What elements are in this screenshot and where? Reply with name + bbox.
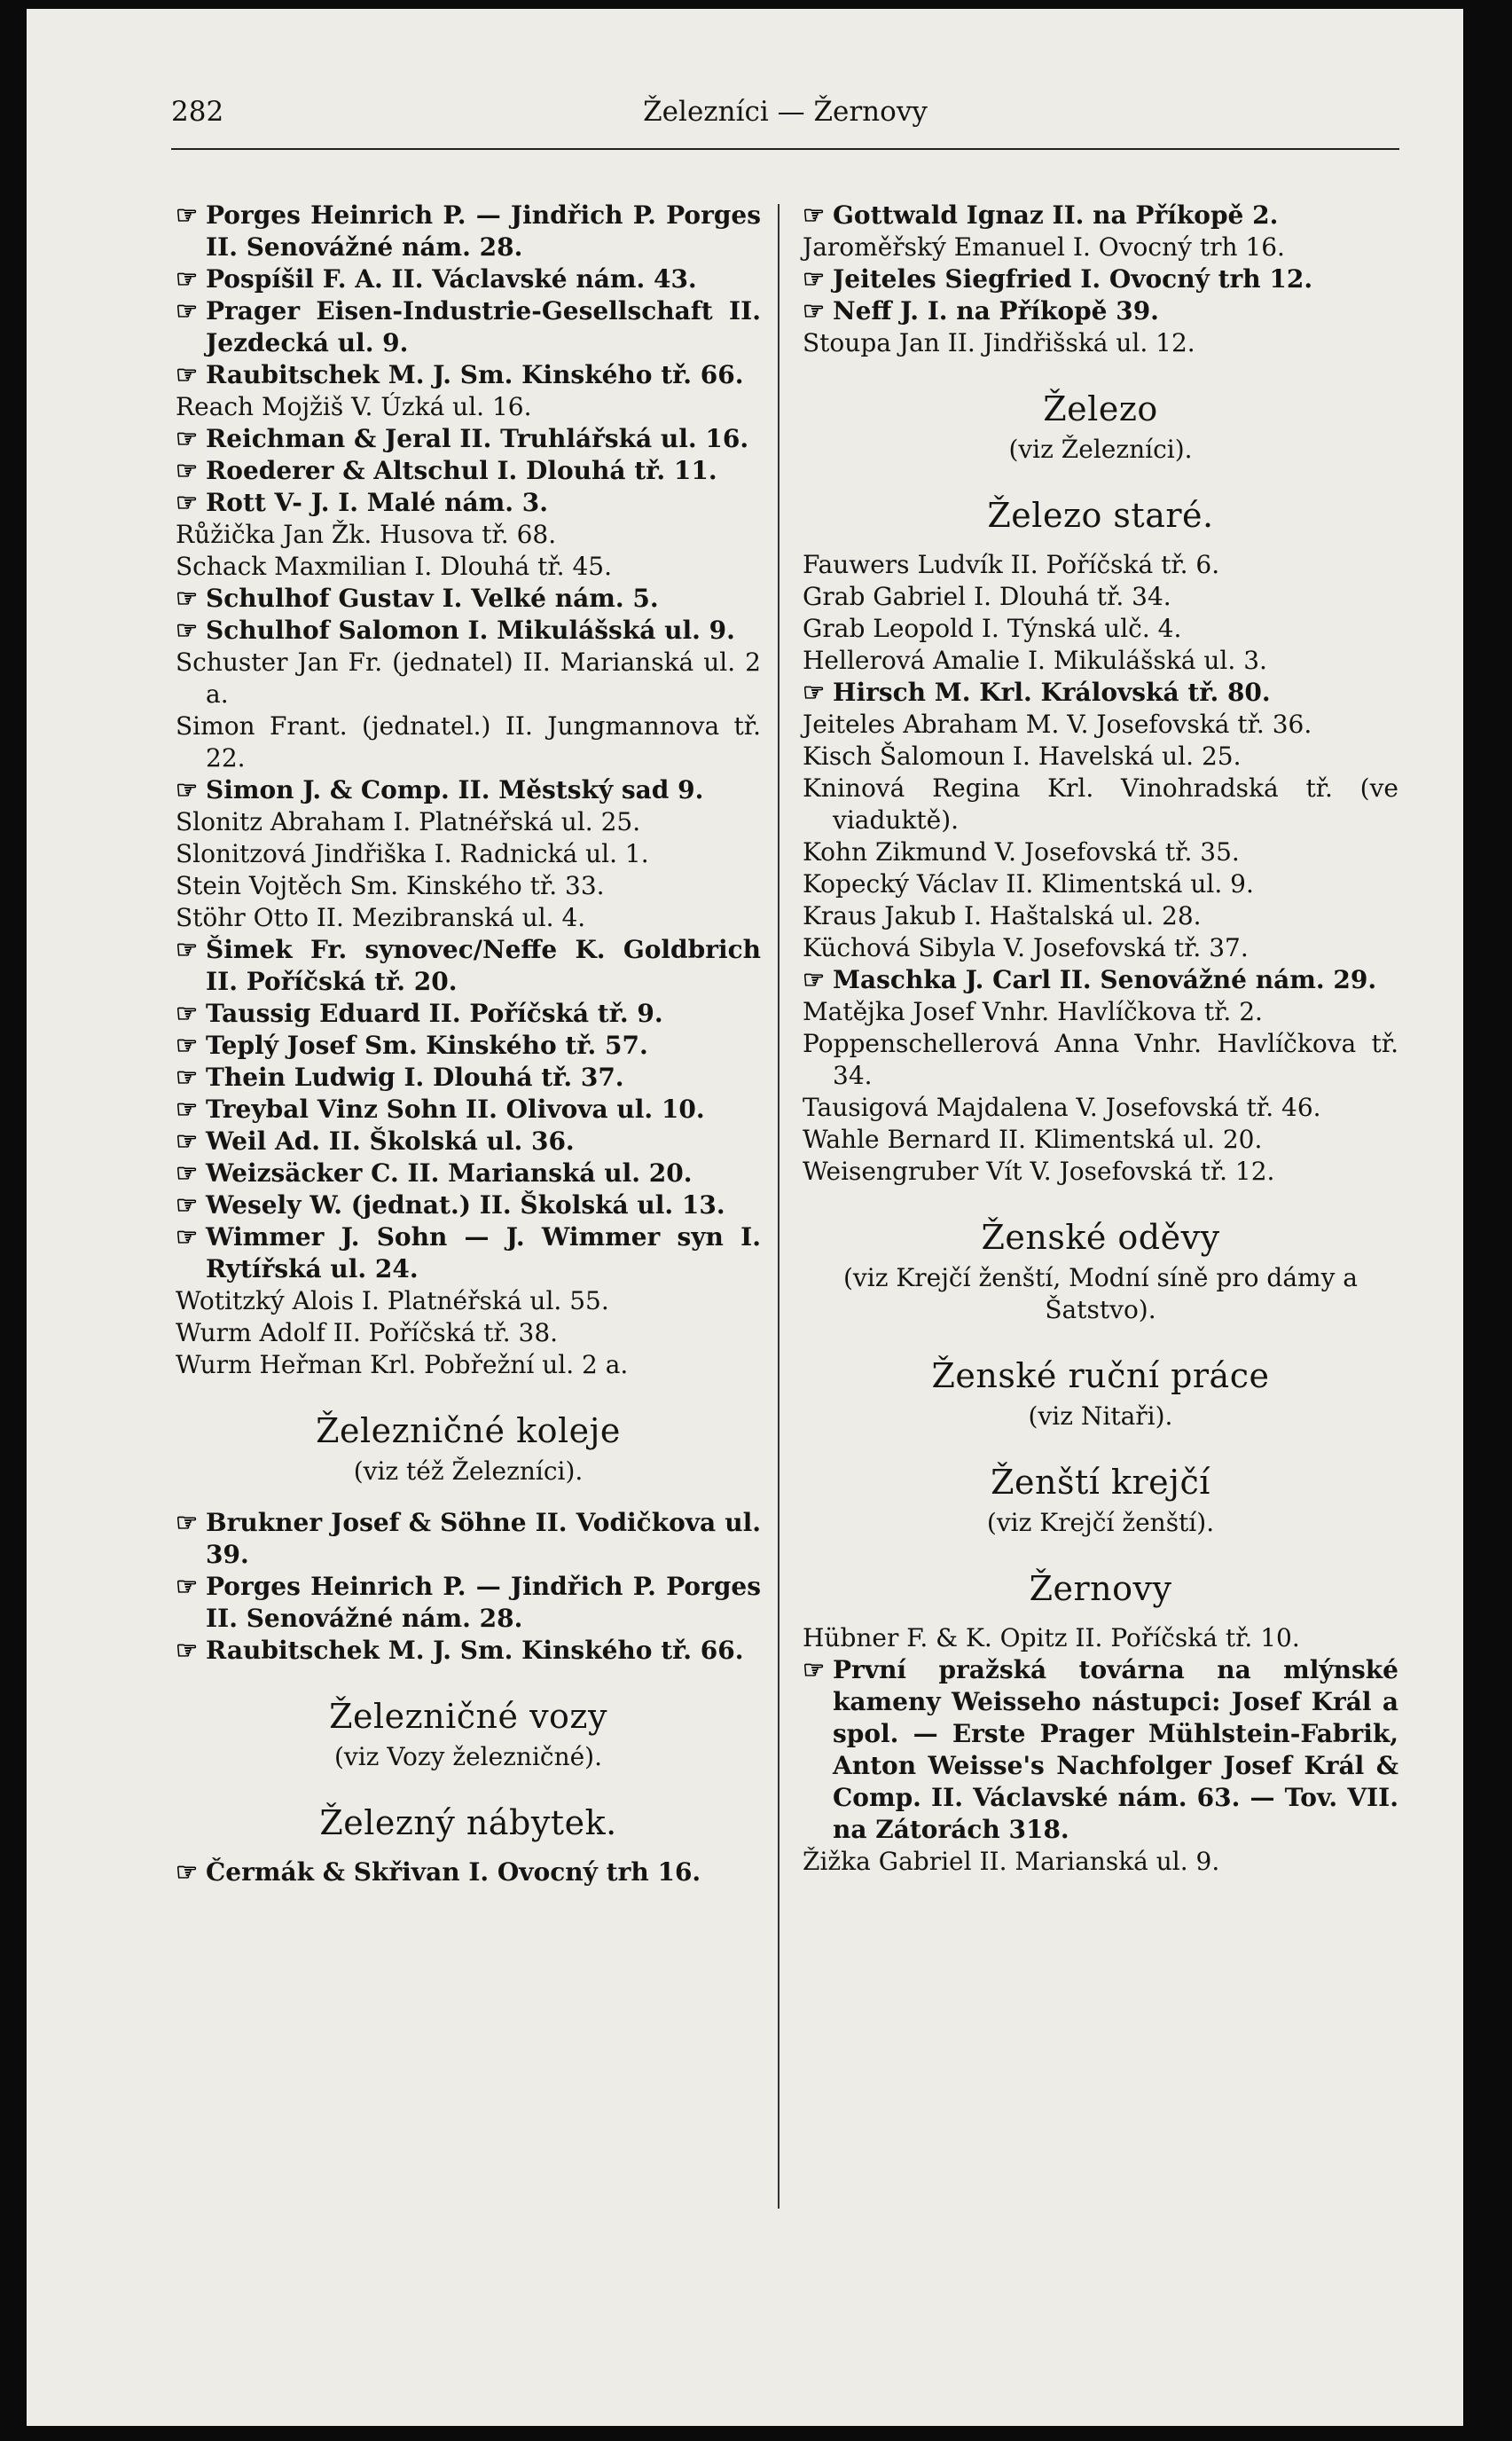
page-number: 282: [171, 96, 224, 128]
directory-entry: [803, 1654, 1398, 1846]
entry-text: Žižka Gabriel II. Marianská ul. 9.: [803, 1847, 1220, 1876]
directory-entry: [803, 645, 1398, 677]
directory-entry: [176, 551, 761, 583]
entry-text: Gottwald Ignaz II. na Příkopě 2.: [833, 200, 1279, 230]
directory-entry: [176, 200, 761, 263]
pointing-hand-icon: ☞: [803, 965, 826, 994]
entry-text: Maschka J. Carl II. Senovážné nám. 29.: [833, 965, 1377, 994]
pointing-hand-icon: ☞: [176, 488, 199, 517]
directory-entry: [176, 1571, 761, 1635]
entry-text: Taussig Eduard II. Poříčská tř. 9.: [206, 999, 663, 1028]
entry-text: Kisch Šalomoun I. Havelská ul. 25.: [803, 742, 1242, 771]
entry-text: Weizsäcker C. II. Marianská ul. 20.: [206, 1158, 693, 1188]
directory-entry: [176, 1285, 761, 1317]
directory-entry: [176, 647, 761, 710]
pointing-hand-icon: ☞: [176, 456, 199, 485]
section-note: (viz Nitaři).: [1028, 1401, 1173, 1431]
directory-entry: [176, 902, 761, 934]
pointing-hand-icon: ☞: [176, 360, 199, 389]
entry-text: První pražská továrna na mlýnské kameny Weisseho nástupci: Josef Král a spol. — Erste Prager Mühlstein-Fabrik, Anton Weisse's Nachfolger Josef Král & Comp. II. Václavské nám. 63. — Tov. VII. na Zátorách 318.: [833, 1655, 1398, 1844]
section-heading: Železničné vozy: [329, 1697, 607, 1736]
directory-entry: [176, 870, 761, 902]
entry-text: Wurm Adolf II. Poříčská tř. 38.: [176, 1318, 559, 1347]
directory-entry: [803, 613, 1398, 645]
entry-text: Porges Heinrich P. — Jindřich P. Porges II. Senovážné nám. 28.: [206, 200, 761, 262]
entry-text: Raubitschek M. J. Sm. Kinského tř. 66.: [206, 1636, 744, 1665]
entry-text: Roederer & Altschul I. Dlouhá tř. 11.: [206, 456, 717, 485]
pointing-hand-icon: ☞: [176, 1572, 199, 1601]
directory-entry: [176, 1856, 761, 1888]
section-gap: [803, 1613, 1398, 1622]
section-heading: Železný nábytek.: [319, 1803, 617, 1842]
entry-text: Šimek Fr. synovec/Neffe K. Goldbrich II. Poříčská tř. 20.: [206, 935, 761, 996]
directory-entry: [176, 806, 761, 838]
entry-text: Weisengruber Vít V. Josefovská tř. 12.: [803, 1157, 1275, 1186]
entry-text: Rott V- J. I. Malé nám. 3.: [206, 488, 548, 517]
entry-text: Reichman & Jeral II. Truhlářská ul. 16.: [206, 424, 749, 453]
pointing-hand-icon: ☞: [176, 775, 199, 805]
entry-text: Hübner F. & K. Opitz II. Poříčská tř. 10.: [803, 1623, 1300, 1652]
entry-text: Wotitzký Alois I. Platnéřská ul. 55.: [176, 1286, 609, 1315]
entry-text: Tausigová Majdalena V. Josefovská tř. 46.: [803, 1093, 1321, 1122]
column-divider: [778, 204, 780, 2209]
directory-entry: [176, 1158, 761, 1189]
directory-entry: [803, 932, 1398, 964]
directory-entry: [803, 1092, 1398, 1124]
entry-text: Kopecký Václav II. Klimentská ul. 9.: [803, 869, 1254, 899]
entry-text: Wahle Bernard II. Klimentská ul. 20.: [803, 1125, 1263, 1154]
entry-text: Thein Ludwig I. Dlouhá tř. 37.: [206, 1063, 624, 1092]
entry-text: Neff J. I. na Příkopě 39.: [833, 296, 1159, 326]
pointing-hand-icon: ☞: [803, 678, 826, 707]
pointing-hand-icon: ☞: [176, 1063, 199, 1092]
directory-entry: [176, 1221, 761, 1285]
directory-entry: [176, 295, 761, 359]
entry-text: Kohn Zikmund V. Josefovská tř. 35.: [803, 837, 1240, 867]
pointing-hand-icon: ☞: [176, 1222, 199, 1252]
pointing-hand-icon: ☞: [176, 616, 199, 645]
directory-entry: [803, 900, 1398, 932]
pointing-hand-icon: ☞: [176, 1031, 199, 1060]
pointing-hand-icon: ☞: [176, 264, 199, 294]
directory-entry: [176, 615, 761, 647]
entry-text: Stöhr Otto II. Mezibranská ul. 4.: [176, 903, 586, 932]
directory-entry: [176, 1507, 761, 1571]
entry-text: Slonitz Abraham I. Platnéřská ul. 25.: [176, 807, 641, 836]
entry-text: Brukner Josef & Söhne II. Vodičkova ul. 39.: [206, 1508, 761, 1569]
pointing-hand-icon: ☞: [176, 1158, 199, 1188]
directory-entry: [803, 295, 1398, 327]
pointing-hand-icon: ☞: [176, 200, 199, 230]
entry-text: Raubitschek M. J. Sm. Kinského tř. 66.: [206, 360, 744, 389]
entry-text: Prager Eisen-Industrie-Gesellschaft II. Jezdecká ul. 9.: [206, 296, 761, 357]
section-gap: [803, 540, 1398, 549]
entry-text: Wimmer J. Sohn — J. Wimmer syn I. Rytířská ul. 24.: [206, 1222, 761, 1283]
right-column: [803, 200, 1398, 1878]
directory-entry: [803, 232, 1398, 263]
directory-entry: [803, 1028, 1398, 1092]
entry-text: Kraus Jakub I. Haštalská ul. 28.: [803, 901, 1202, 930]
pointing-hand-icon: ☞: [803, 296, 826, 326]
entry-text: Schack Maxmilian I. Dlouhá tř. 45.: [176, 552, 613, 581]
directory-entry: [176, 1349, 761, 1381]
entry-text: Jeiteles Siegfried I. Ovocný trh 12.: [833, 264, 1313, 294]
directory-entry: [803, 1124, 1398, 1156]
entry-text: Matějka Josef Vnhr. Havlíčkova tř. 2.: [803, 997, 1263, 1026]
entry-text: Hellerová Amalie I. Mikulášská ul. 3.: [803, 646, 1267, 675]
directory-entry: [176, 1030, 761, 1062]
entry-text: Hirsch M. Krl. Královská tř. 80.: [833, 678, 1271, 707]
pointing-hand-icon: ☞: [176, 999, 199, 1028]
pointing-hand-icon: ☞: [176, 1857, 199, 1887]
entry-text: Simon J. & Comp. II. Městský sad 9.: [206, 775, 704, 805]
section-heading: Železničné koleje: [316, 1411, 621, 1450]
entry-text: Schulhof Salomon I. Mikulášská ul. 9.: [206, 616, 735, 645]
directory-entry: [176, 1062, 761, 1094]
directory-entry: [176, 998, 761, 1030]
directory-entry: [803, 200, 1398, 232]
entry-text: Weil Ad. II. Školská ul. 36.: [206, 1126, 575, 1156]
entry-text: Teplý Josef Sm. Kinského tř. 57.: [206, 1031, 648, 1060]
entry-text: Stein Vojtěch Sm. Kinského tř. 33.: [176, 871, 605, 900]
directory-entry: [803, 741, 1398, 773]
directory-entry: [176, 774, 761, 806]
pointing-hand-icon: ☞: [803, 200, 826, 230]
header-rule: [171, 148, 1399, 150]
directory-entry: [803, 964, 1398, 996]
pointing-hand-icon: ☞: [803, 1655, 826, 1684]
directory-entry: [803, 836, 1398, 868]
directory-entry: [803, 868, 1398, 900]
directory-entry: [803, 1622, 1398, 1654]
pointing-hand-icon: ☞: [176, 1190, 199, 1220]
pointing-hand-icon: ☞: [176, 1126, 199, 1156]
section-heading: Ženští krejčí: [991, 1463, 1210, 1502]
directory-entry: [803, 996, 1398, 1028]
pointing-hand-icon: ☞: [176, 1508, 199, 1537]
pointing-hand-icon: ☞: [176, 296, 199, 326]
entry-text: Wurm Heřman Krl. Pobřežní ul. 2 a.: [176, 1350, 629, 1379]
directory-entry: [176, 519, 761, 551]
directory-entry: [803, 263, 1398, 295]
entry-text: Treybal Vinz Sohn II. Olivova ul. 10.: [206, 1095, 705, 1124]
pointing-hand-icon: ☞: [176, 424, 199, 453]
entry-text: Poppenschellerová Anna Vnhr. Havlíčkova tř. 34.: [803, 1029, 1398, 1090]
entry-text: Slonitzová Jindřiška I. Radnická ul. 1.: [176, 839, 649, 868]
directory-entry: [803, 677, 1398, 709]
directory-entry: [176, 487, 761, 519]
directory-entry: [803, 581, 1398, 613]
section-note: (viz Krejčí ženští).: [986, 1508, 1215, 1537]
directory-entry: [176, 263, 761, 295]
directory-entry: [176, 583, 761, 615]
entry-text: Kninová Regina Krl. Vinohradská tř. (ve viaduktě).: [803, 773, 1398, 835]
section-heading: Žernovy: [1029, 1569, 1172, 1608]
directory-entry: [176, 423, 761, 455]
entry-text: Simon Frant. (jednatel.) II. Jungmannova tř. 22.: [176, 711, 761, 773]
section-note: (viz Železníci).: [1008, 435, 1193, 464]
directory-entry: [176, 455, 761, 487]
directory-entry: [176, 1317, 761, 1349]
section-gap: [176, 1848, 761, 1856]
entry-text: Grab Gabriel I. Dlouhá tř. 34.: [803, 582, 1171, 611]
entry-text: Pospíšil F. A. II. Václavské nám. 43.: [206, 264, 697, 294]
section-heading: Železo staré.: [987, 496, 1214, 535]
running-title: Železníci — Žernovy: [643, 96, 928, 128]
directory-entry: [803, 709, 1398, 741]
pointing-hand-icon: ☞: [176, 584, 199, 613]
directory-entry: [176, 1189, 761, 1221]
directory-entry: [803, 1846, 1398, 1878]
directory-entry: [176, 710, 761, 774]
entry-text: Růžička Jan Žk. Husova tř. 68.: [176, 520, 557, 549]
entry-text: Porges Heinrich P. — Jindřich P. Porges II. Senovážné nám. 28.: [206, 1572, 761, 1633]
entry-text: Reach Mojžiš V. Úzká ul. 16.: [176, 392, 532, 421]
directory-entry: [176, 1094, 761, 1126]
directory-entry: [176, 1126, 761, 1158]
entry-text: Jeiteles Abraham M. V. Josefovská tř. 36.: [803, 710, 1312, 739]
directory-entry: [176, 838, 761, 870]
pointing-hand-icon: ☞: [176, 1636, 199, 1665]
entry-text: Čermák & Skřivan I. Ovocný trh 16.: [206, 1857, 701, 1887]
entry-text: Schuster Jan Fr. (jednatel) II. Marianská ul. 2 a.: [176, 648, 761, 709]
entry-text: Jaroměřský Emanuel I. Ovocný trh 16.: [803, 232, 1285, 262]
entry-text: Küchová Sibyla V. Josefovská tř. 37.: [803, 933, 1249, 962]
pointing-hand-icon: ☞: [803, 264, 826, 294]
directory-entry: [803, 773, 1398, 836]
section-heading: Železo: [1043, 389, 1158, 428]
directory-entry: [803, 1156, 1398, 1188]
entry-text: Wesely W. (jednat.) II. Školská ul. 13.: [206, 1190, 725, 1220]
section-note: (viz Krejčí ženští, Modní síně pro dámy a Šatstvo).: [843, 1263, 1358, 1324]
page-header: [171, 96, 1399, 140]
directory-entry: [803, 327, 1398, 359]
left-column: [176, 200, 761, 1888]
directory-entry: [803, 549, 1398, 581]
entry-text: Grab Leopold I. Týnská ulč. 4.: [803, 614, 1182, 643]
directory-entry: [176, 934, 761, 998]
entry-text: Schulhof Gustav I. Velké nám. 5.: [206, 584, 659, 613]
section-note: (viz Vozy železničné).: [333, 1742, 603, 1771]
directory-entry: [176, 1635, 761, 1667]
directory-entry: [176, 359, 761, 391]
pointing-hand-icon: ☞: [176, 935, 199, 964]
entry-text: Fauwers Ludvík II. Poříčská tř. 6.: [803, 550, 1220, 579]
section-heading: Ženské ruční práce: [931, 1356, 1270, 1395]
directory-entry: [176, 391, 761, 423]
pointing-hand-icon: ☞: [176, 1095, 199, 1124]
section-heading: Ženské oděvy: [981, 1218, 1220, 1257]
entry-text: Stoupa Jan II. Jindřišská ul. 12.: [803, 328, 1195, 357]
section-note: (viz též Železníci).: [353, 1456, 584, 1486]
